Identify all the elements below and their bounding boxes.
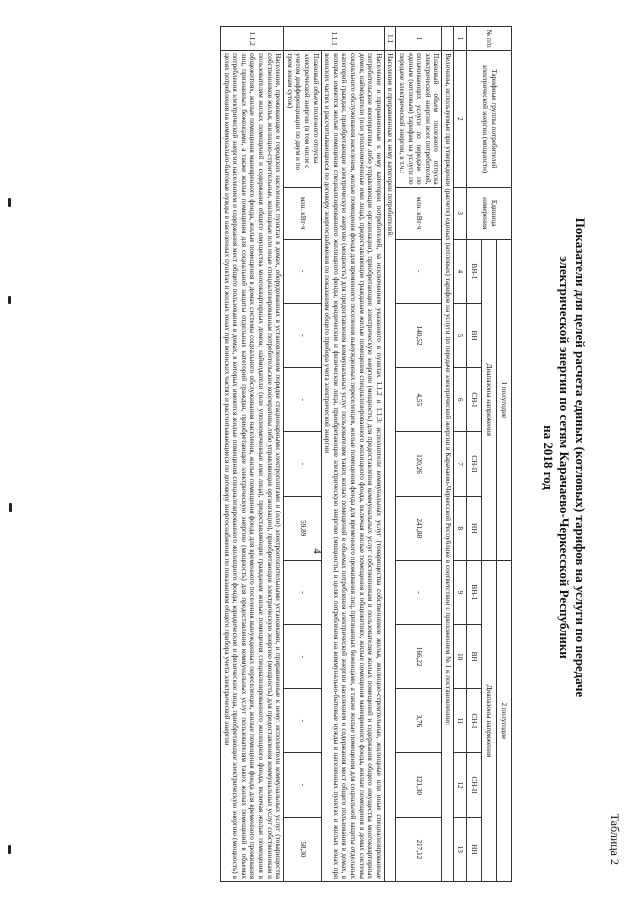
- table-row: [284, 27, 321, 882]
- value-cell: 121,30: [396, 753, 442, 817]
- col-number: 10: [454, 625, 467, 689]
- col-number: 12: [454, 753, 467, 817]
- table-row: [321, 27, 384, 882]
- value-cell: -: [284, 368, 321, 432]
- level-cell: СН-II: [467, 432, 482, 496]
- value-cell: 4,55: [396, 368, 442, 432]
- value-cell: -: [284, 560, 321, 624]
- row-number: 1.1.1: [284, 27, 385, 51]
- row-text: Население и приравненные к нему категории потребителей, за исключением указанного в пунктах 1.1.2 и 1.1.3: исполнители коммунальных услуг (товарищества собственников жилья, жилищно-строительные, жилищные или иные специализированные потребительские кооперативы либо управляющие организации), приобретающие электрическую энергию (мощность) для предоставления коммунальных услуг собственникам и пользователям жилых помещений и содержания общего имущества многоквартирных домов; наймодатели (или уполномоченные ими лица), предоставляющие гражданам жилые помещения специализированного жилищного фонда, включая жилые помещения в общежитиях, жилые помещения маневренного фонда, жилые помещения в домах системы социального обслуживания населения, жилые помещения фонда для временного поселения вынужденных переселенцев, жилые помещения фонда для временного проживания лиц, признанных беженцами, а также жилые помещения для социальной защиты отдельных категорий граждан, приобретающие электрическую энергию (мощность) для предоставления коммунальных услуг пользователям таких жилых помещений в объемах потребления электрической энергии населением и содержания мест общего пользования в домах, в которых имеются жилые помещения специализированного жилищного фонда; юридические и физические лица, приобретающие электрическую энергию (мощность) в целях потребления на коммунально-бытовые нужды в населенных пунктах и жилых зонах при воинских частях и рассчитывающиеся по договору энергоснабжения по показаниям общего прибора учета электрической энергии: [321, 51, 384, 882]
- value-cell: 166,22: [396, 625, 442, 689]
- col-number: 6: [454, 368, 467, 432]
- value-cell: -: [284, 239, 321, 303]
- level-cell: ВН: [467, 625, 482, 689]
- table-row: [396, 27, 442, 882]
- value-cell: -: [284, 303, 321, 367]
- column-number-row: [454, 27, 467, 882]
- value-cell: 241,88: [396, 496, 442, 560]
- col-number: 4: [454, 239, 467, 303]
- table-row: [442, 27, 454, 882]
- level-cell: ВН: [467, 303, 482, 367]
- value-cell: 140,52: [396, 303, 442, 367]
- row-text: Население, проживающее в городских населенных пунктах в домах, оборудованных в установленном порядке стационарными электроплитами и (или) электроотопительными установками, и приравненные к нему: исполнители коммунальных услуг (товарищества собственников жилья, жилищно-строительные, жилищные или иные специализированные потребительские кооперативы либо управляющие организации), приобретающие электрическую энергию (мощность) для предоставления коммунальных услуг собственникам и пользователям жилых помещений и содержания общего имущества многоквартирных домов; наймодатели (или уполномоченные ими лица), предоставляющие гражданам жилые помещения специализированного жилищного фонда, включая жилые помещения в общежитиях, жилые помещения маневренного фонда, жилые помещения в домах системы социального обслуживания населения, жилые помещения фонда для временного поселения вынужденных переселенцев, жилые помещения фонда для временного проживания лиц, признанных беженцами, а также жилые помещения для социальной защиты отдельных категорий граждан, приобретающие электрическую энергию (мощность) для предоставления коммунальных услуг пользователям таких жилых помещений в объемах потребления электрической энергии населением и содержания мест общего пользования в домах, в которых имеются жилые помещения специализированного жилищного фонда; юридические и физические лица, приобретающие электрическую энергию (мощность) в целях потребления на коммунально-бытовые нужды в населенных пунктах и жилых зонах при воинских частях и рассчитывающиеся по договору энергоснабжения по показаниям общего прибора учета электрической энергии: [221, 51, 284, 882]
- table-row: [221, 27, 284, 882]
- header-group: Тарифные группы потребителей электрической энергии (мощности): [467, 51, 512, 187]
- value-cell: 58,30: [284, 817, 321, 881]
- row-number: 1.1.2: [221, 27, 284, 51]
- header-voltage-ranges: Диапазоны напряжения: [482, 239, 497, 560]
- page-number: 4: [310, 548, 323, 554]
- col-number: 7: [454, 432, 467, 496]
- col-number: 11: [454, 689, 467, 753]
- header-half2: 2 полугодие: [497, 560, 512, 881]
- table-row: [384, 27, 396, 882]
- row-number: 1: [396, 27, 442, 51]
- header-row: [497, 27, 512, 882]
- col-number: 8: [454, 496, 467, 560]
- col-number: 3: [454, 187, 467, 239]
- value-cell: -: [396, 239, 442, 303]
- col-number: 2: [454, 51, 467, 187]
- col-number: 1: [454, 27, 467, 51]
- value-cell: 120,26: [396, 432, 442, 496]
- col-number: 13: [454, 817, 467, 881]
- value-cell: -: [284, 689, 321, 753]
- row-text: Величины, используемые при утверждении (расчете) единых (котловых) тарифов на услуги по передаче электрической энергии в Карачаево-Черкесской Республике в соответствии с приложением № 1 к постановлению:: [442, 51, 454, 882]
- level-cell: ВН-1: [467, 239, 482, 303]
- value-cell: -: [284, 432, 321, 496]
- level-cell: СН-I: [467, 689, 482, 753]
- row-text: Плановый объем полезного отпуска электрической энергии (в том числе с учетом дифференциации по двум и по трем зонам суток): [284, 51, 321, 187]
- header-half1: 1 полугодие: [497, 239, 512, 560]
- header-voltage-ranges: Диапазоны напряжения: [482, 560, 497, 881]
- value-cell: 59,89: [284, 496, 321, 560]
- row-unit: млн. кВт·ч: [396, 187, 442, 239]
- row-text: Население и приравненные к нему категории потребителей:: [384, 51, 396, 882]
- title-line: на 2018 год: [541, 425, 556, 490]
- level-cell: НН: [467, 817, 482, 881]
- row-text: Плановый объем полезного отпуска электрической энергии всех потребителей, оплачивающих услуги по передаче по единым (котловым) тарифам на услуги по передаче электрической энергии, в т.ч.:: [396, 51, 442, 187]
- value-cell: -: [284, 753, 321, 817]
- col-number: 9: [454, 560, 467, 624]
- title-line: электрической энергии по сетям Карачаево-Черкесской Республики: [557, 256, 572, 659]
- title-line: Показатели для целей расчета единых (котловых) тарифов на услуги по передаче: [573, 217, 588, 698]
- tariff-table: [220, 26, 512, 882]
- value-cell: -: [284, 625, 321, 689]
- row-number: 1.1: [384, 27, 396, 51]
- header-no: № п/п: [467, 27, 512, 51]
- value-cell: 217,12: [396, 817, 442, 881]
- table-label: Таблица 2: [608, 813, 622, 865]
- document-title: [540, 80, 588, 835]
- value-cell: -: [396, 560, 442, 624]
- header-unit: Единица измерения: [467, 187, 512, 239]
- level-cell: ВН-1: [467, 560, 482, 624]
- row-unit: млн. кВт·ч: [284, 187, 321, 239]
- level-cell: СН-II: [467, 753, 482, 817]
- level-cell: НН: [467, 496, 482, 560]
- col-number: 5: [454, 303, 467, 367]
- level-cell: СН-I: [467, 368, 482, 432]
- value-cell: 3,76: [396, 689, 442, 753]
